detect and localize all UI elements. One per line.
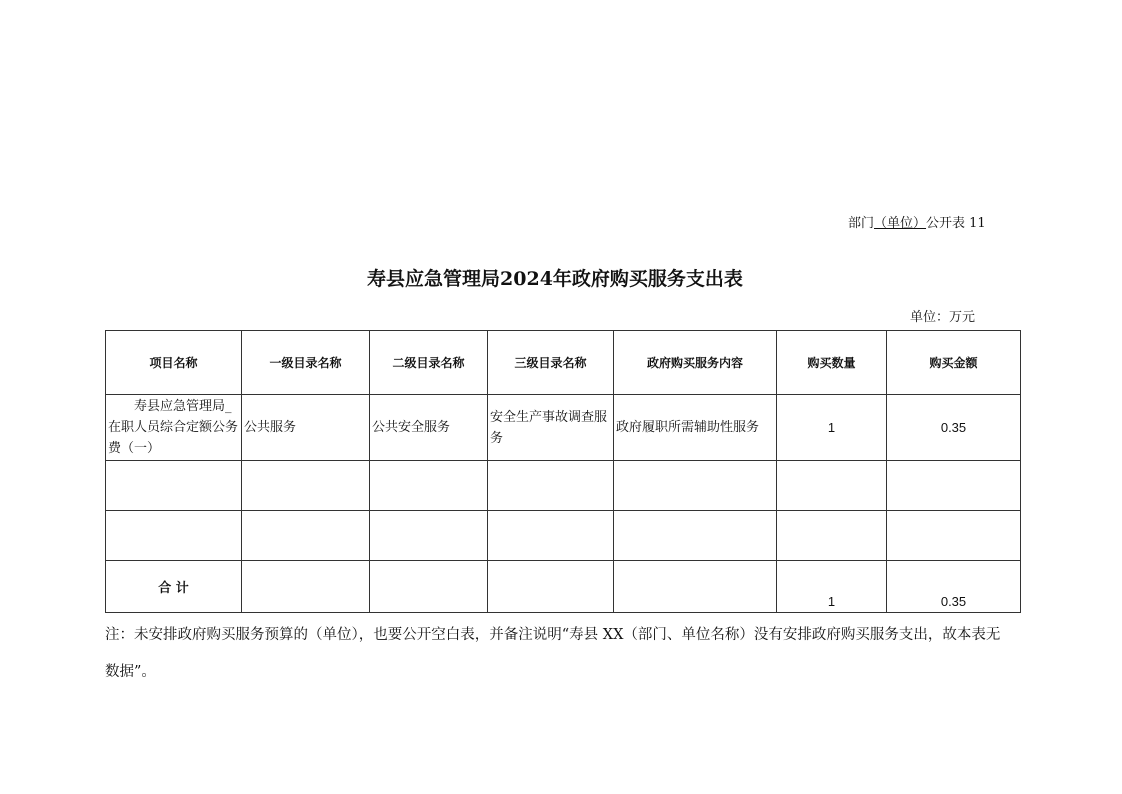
unit-label: 单位：万元: [909, 310, 975, 325]
column-header-level1: 一级目录名称: [242, 331, 370, 395]
form-code-unit: （单位）: [874, 216, 927, 231]
empty-cell: [614, 511, 777, 561]
footnote: [105, 617, 1000, 691]
empty-cell: [614, 461, 777, 511]
empty-cell: [242, 511, 370, 561]
cell-level3: 安全生产事故调查服务: [488, 395, 614, 461]
empty-cell: [106, 511, 242, 561]
empty-cell: [488, 461, 614, 511]
footnote-line-2: 数据”。: [105, 664, 156, 680]
column-header-level2: 二级目录名称: [370, 331, 488, 395]
column-header-level3: 三级目录名称: [488, 331, 614, 395]
table-header-row: [106, 331, 1021, 395]
total-label: 合 计: [106, 561, 242, 613]
budget-table: [105, 330, 1021, 613]
cell-content: 政府履职所需辅助性服务: [614, 395, 777, 461]
empty-cell: [242, 561, 370, 613]
cell-level1: 公共服务: [242, 395, 370, 461]
table-total-row: [106, 561, 1021, 613]
cell-amount: 0.35: [887, 395, 1021, 461]
cell-quantity: 1: [777, 395, 887, 461]
empty-cell: [488, 561, 614, 613]
empty-cell: [887, 461, 1021, 511]
empty-cell: [370, 511, 488, 561]
column-header-quantity: 购买数量: [777, 331, 887, 395]
column-header-project: 项目名称: [106, 331, 242, 395]
empty-cell: [106, 461, 242, 511]
table-row-empty: [106, 461, 1021, 511]
page-title: 寿县应急管理局2024年政府购买服务支出表: [367, 268, 743, 290]
form-code-prefix: 部门: [848, 216, 875, 231]
empty-cell: [887, 511, 1021, 561]
empty-cell: [370, 561, 488, 613]
table-row: [106, 395, 1021, 461]
total-quantity: 1: [777, 561, 887, 613]
empty-cell: [777, 461, 887, 511]
cell-project: 寿县应急管理局_在职人员综合定额公务费（一）: [106, 395, 242, 461]
table-row-empty: [106, 511, 1021, 561]
form-code: [848, 215, 986, 233]
empty-cell: [242, 461, 370, 511]
total-amount: 0.35: [887, 561, 1021, 613]
empty-cell: [488, 511, 614, 561]
footnote-line-1: 注：未安排政府购买服务预算的（单位），也要公开空白表，并备注说明“寿县 XX（部门、单位名称）没有安排政府购买服务支出，故本表无: [105, 627, 1001, 643]
column-header-amount: 购买金额: [887, 331, 1021, 395]
column-header-content: 政府购买服务内容: [614, 331, 777, 395]
form-code-suffix: 公开表 11: [926, 216, 986, 231]
cell-level2: 公共安全服务: [370, 395, 488, 461]
empty-cell: [777, 511, 887, 561]
empty-cell: [370, 461, 488, 511]
empty-cell: [614, 561, 777, 613]
